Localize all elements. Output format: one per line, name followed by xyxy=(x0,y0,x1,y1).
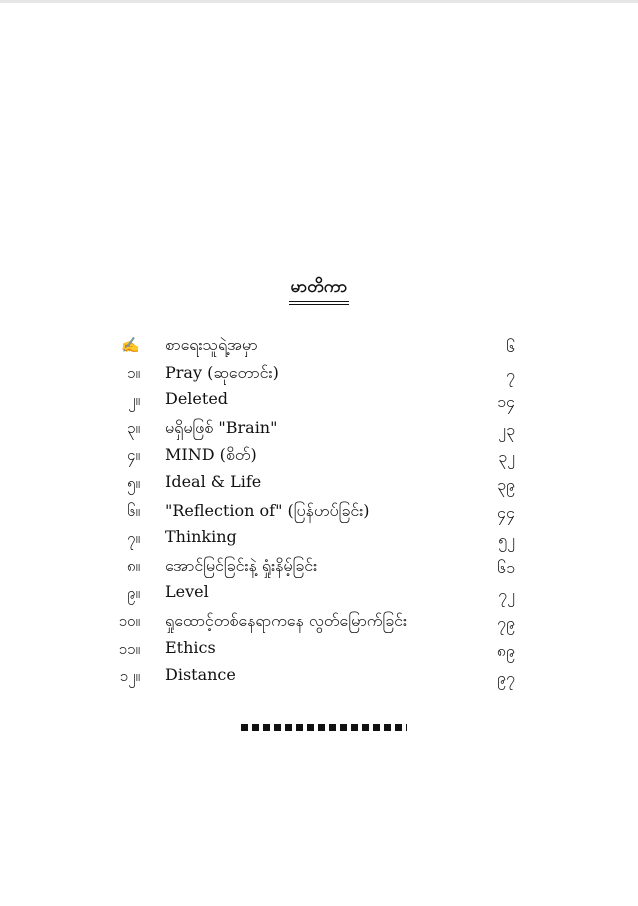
toc-entry-title: Level xyxy=(165,582,209,602)
toc-entry-page: ၇ xyxy=(506,364,515,384)
toc-row[interactable] xyxy=(0,500,638,528)
toc-row[interactable] xyxy=(0,417,638,445)
toc-entry-number: ၁၂။ xyxy=(119,667,140,686)
toc-entry-page: ၃၉ xyxy=(497,474,515,494)
toc-entry-number: ၈။ xyxy=(126,556,140,575)
toc-entry-page: ၅၂ xyxy=(498,530,515,550)
toc-row[interactable] xyxy=(0,582,638,610)
toc-entry-number: ၂။ xyxy=(128,391,140,410)
toc-entry-title: Distance xyxy=(165,665,236,685)
toc-entry-page: ၆၁ xyxy=(497,557,515,577)
toc-entry-page: ၇၉ xyxy=(497,612,515,632)
toc-entry-number: ၉။ xyxy=(127,584,140,603)
table-of-contents xyxy=(0,334,638,693)
toc-entry-title: မရှိမဖြစ် "Brain" xyxy=(165,417,278,437)
toc-row[interactable] xyxy=(0,665,638,693)
page-top-edge xyxy=(0,0,638,3)
toc-entry-number: ၁၀။ xyxy=(118,611,140,630)
toc-entry-number: ၅။ xyxy=(127,473,140,492)
dotted-separator xyxy=(241,724,407,731)
toc-row[interactable] xyxy=(0,555,638,583)
toc-entry-page: ၃၂ xyxy=(498,447,515,467)
toc-entry-title: Thinking xyxy=(165,527,237,547)
writing-hand-icon: ✍ xyxy=(121,336,140,354)
toc-row[interactable] xyxy=(0,334,638,362)
toc-entry-title: "Reflection of" (ပြန်ဟပ်ခြင်း) xyxy=(165,500,370,520)
toc-entry-page: ၄၄ xyxy=(497,502,515,522)
toc-row[interactable] xyxy=(0,389,638,417)
toc-entry-title: Pray (ဆုတောင်း) xyxy=(165,362,279,382)
toc-entry-number: ၇။ xyxy=(127,529,140,548)
toc-row[interactable] xyxy=(0,610,638,638)
toc-entry-title: Ethics xyxy=(165,637,216,657)
toc-entry-title: စာရေးသူရဲ့အမှာ xyxy=(165,335,258,354)
toc-entry-title: Deleted xyxy=(165,389,229,409)
toc-row[interactable] xyxy=(0,472,638,500)
toc-entry-title: MIND (စိတ်) xyxy=(165,445,257,465)
toc-row[interactable] xyxy=(0,444,638,472)
toc-entry-title: အောင်မြင်ခြင်းနဲ့ ရှုံးနိမ့်ခြင်း xyxy=(165,555,318,575)
toc-entry-page: ၂၃ xyxy=(498,419,515,439)
toc-row[interactable] xyxy=(0,527,638,555)
toc-entry-page: ၈၉ xyxy=(496,640,515,660)
toc-entry-number: ၁၁။ xyxy=(118,639,140,658)
toc-entry-title: Ideal & Life xyxy=(165,471,262,491)
toc-entry-title: ရှုထောင့်တစ်နေရာကနေ လွတ်မြောက်ခြင်း xyxy=(165,610,408,630)
toc-entry-number: ၆။ xyxy=(127,501,140,520)
toc-entry-page: ၇၂ xyxy=(498,585,515,605)
toc-row[interactable] xyxy=(0,362,638,390)
toc-entry-page: ၉၇ xyxy=(497,668,515,688)
title-block xyxy=(0,276,638,305)
toc-row[interactable] xyxy=(0,638,638,666)
page-title: မာတိကာ xyxy=(289,276,350,305)
toc-entry-page: ၆ xyxy=(506,337,515,356)
toc-entry-page: ၁၄ xyxy=(497,392,515,412)
toc-entry-number: ၁။ xyxy=(127,363,140,382)
toc-entry-number: ၄။ xyxy=(127,446,140,465)
toc-entry-number: ၃။ xyxy=(127,418,140,437)
